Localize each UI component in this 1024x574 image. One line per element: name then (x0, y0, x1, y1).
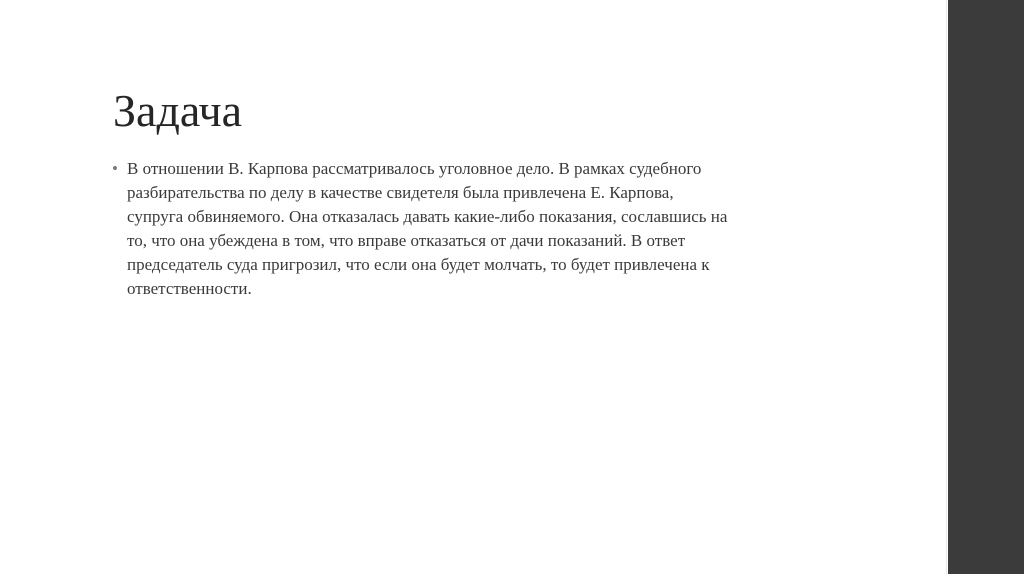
side-bar (948, 0, 1024, 574)
slide-divider (946, 0, 947, 574)
bullet-text-line: В отношении В. Карпова рассматривалось уголовное дело. В рамках судебного (127, 159, 702, 178)
slide-title: Задача (113, 85, 242, 136)
bullet-text-line: супруга обвиняемого. Она отказалась давать какие-либо показания, сославшись на (127, 207, 728, 226)
bullet-text-line: ответственности. (127, 279, 252, 298)
bullet-text-line: председатель суда пригрозил, что если она будет молчать, то будет привлечена к (127, 255, 710, 274)
bullet-text-line: то, что она убеждена в том, что вправе отказаться от дачи показаний. В ответ (127, 231, 686, 250)
bullet-dot-icon: • (112, 159, 118, 178)
bullet-text-line: разбирательства по делу в качестве свидетеля была привлечена Е. Карпова, (127, 183, 674, 202)
bullet-list (112, 157, 832, 301)
bullet-item (112, 157, 832, 301)
